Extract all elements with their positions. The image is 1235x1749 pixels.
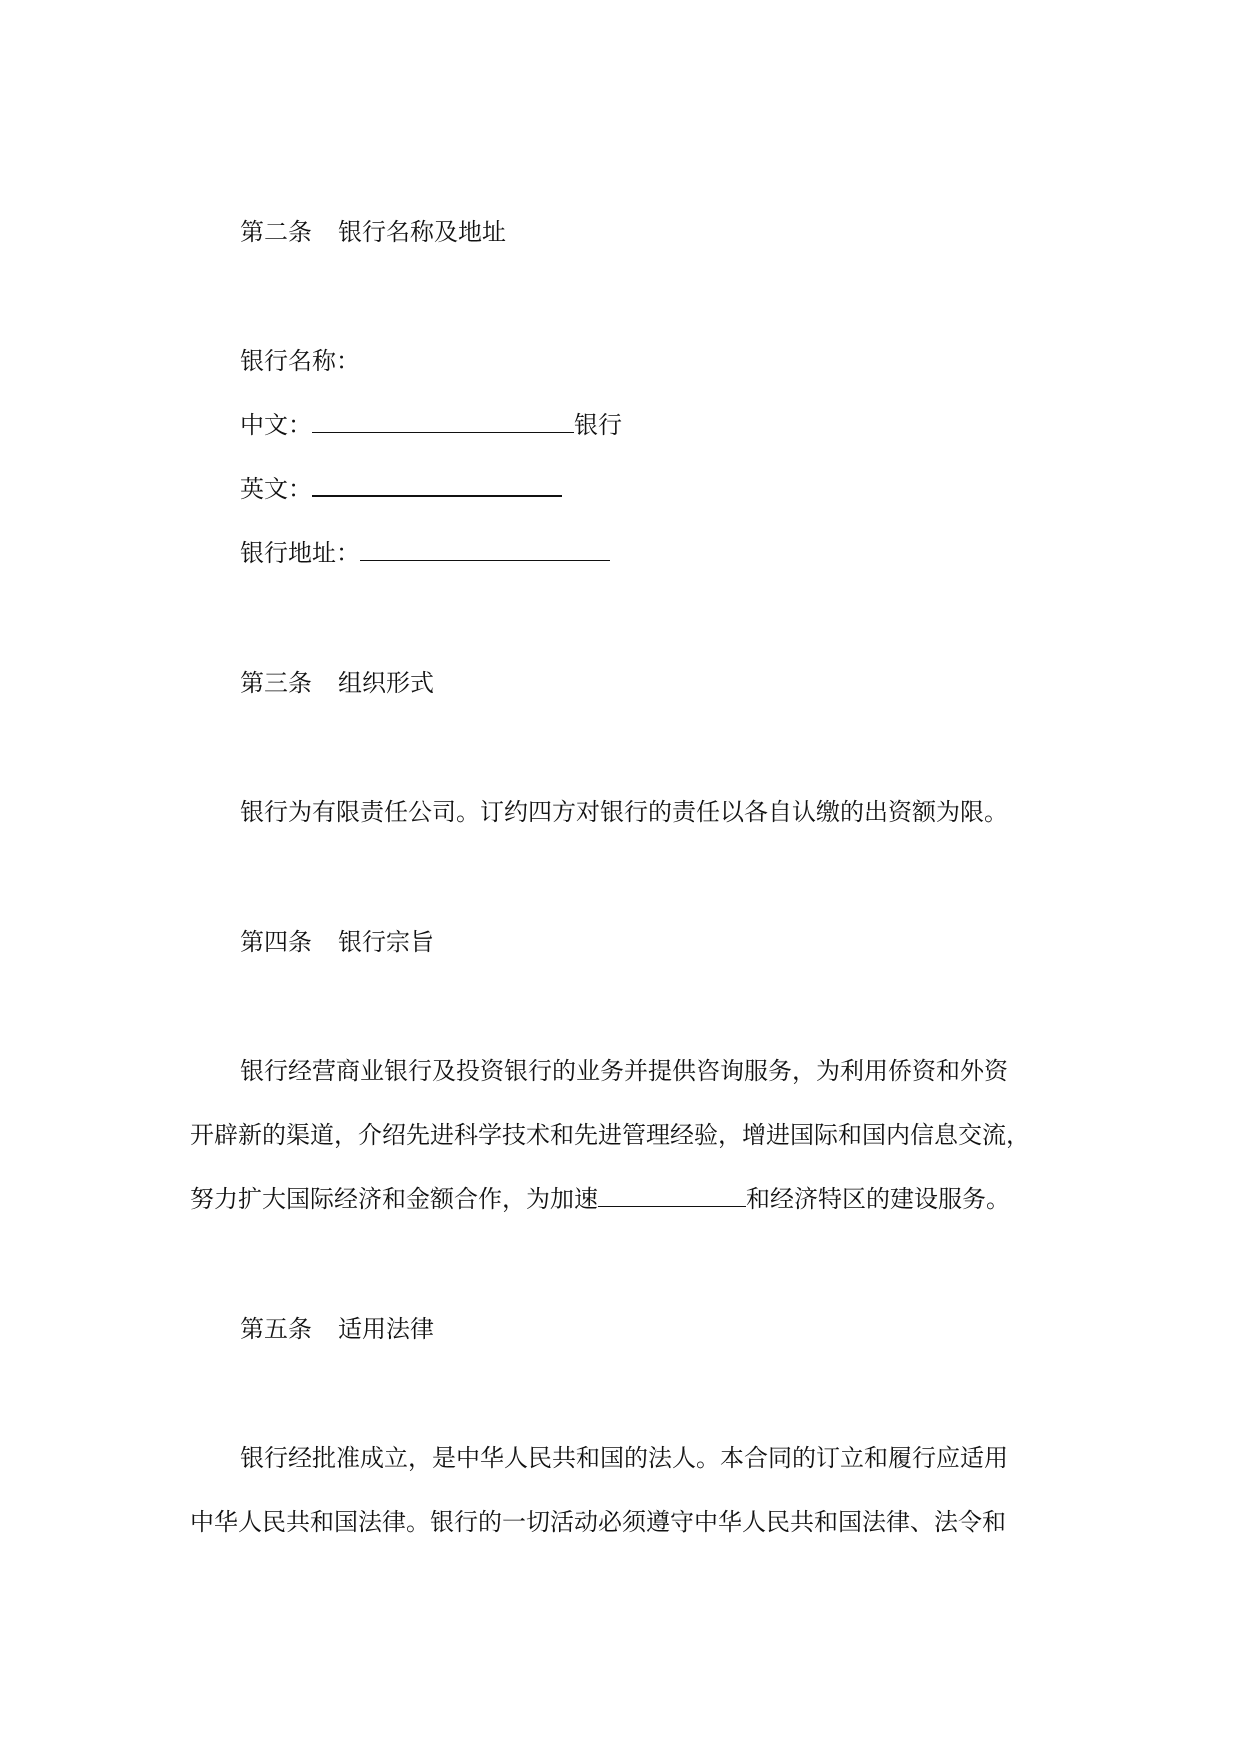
- article-3-number: 第三条: [240, 669, 312, 697]
- article-3-body: 银行为有限责任公司。订约四方对银行的责任以各自认缴的出资额为限。: [240, 798, 1008, 826]
- article-2-number: 第二条: [240, 218, 312, 246]
- article-4-number: 第四条: [240, 928, 312, 956]
- article-5-heading: [240, 1313, 434, 1345]
- article-4-title: 银行宗旨: [338, 928, 434, 956]
- chinese-name-label: 中文：: [240, 411, 312, 439]
- bank-address-label: 银行地址：: [240, 539, 360, 567]
- article-4-line-3-pre: 努力扩大国际经济和金额合作，为加速: [190, 1185, 598, 1213]
- english-name-row: [240, 473, 562, 505]
- article-4-line-3: [190, 1183, 1010, 1215]
- english-name-label: 英文：: [240, 475, 312, 503]
- article-5-number: 第五条: [240, 1315, 312, 1343]
- article-2-heading: [240, 216, 506, 248]
- bank-name-label: 银行名称：: [240, 347, 360, 375]
- article-5-line-2: 中华人民共和国法律。银行的一切活动必须遵守中华人民共和国法律、法令和: [190, 1508, 1006, 1536]
- article-5-title: 适用法律: [338, 1315, 434, 1343]
- bank-address-blank[interactable]: [360, 538, 610, 561]
- chinese-name-blank[interactable]: [312, 410, 574, 433]
- article-4-line-2: 开辟新的渠道，介绍先进科学技术和先进管理经验，增进国际和国内信息交流，: [190, 1121, 1030, 1149]
- article-2-title: 银行名称及地址: [338, 218, 506, 246]
- article-4-line-1: 银行经营商业银行及投资银行的业务并提供咨询服务，为利用侨资和外资: [240, 1057, 1008, 1085]
- article-4-line-3-post: 和经济特区的建设服务。: [746, 1185, 1010, 1213]
- article-3-heading: [240, 667, 434, 699]
- chinese-name-row: [240, 409, 622, 441]
- bank-address-row: [240, 537, 610, 569]
- article-5-line-1: 银行经批准成立，是中华人民共和国的法人。本合同的订立和履行应适用: [240, 1444, 1008, 1472]
- chinese-name-suffix: 银行: [574, 411, 622, 439]
- article-4-heading: [240, 926, 434, 958]
- article-3-title: 组织形式: [338, 669, 434, 697]
- article-4-blank[interactable]: [598, 1184, 746, 1207]
- english-name-blank[interactable]: [312, 473, 562, 497]
